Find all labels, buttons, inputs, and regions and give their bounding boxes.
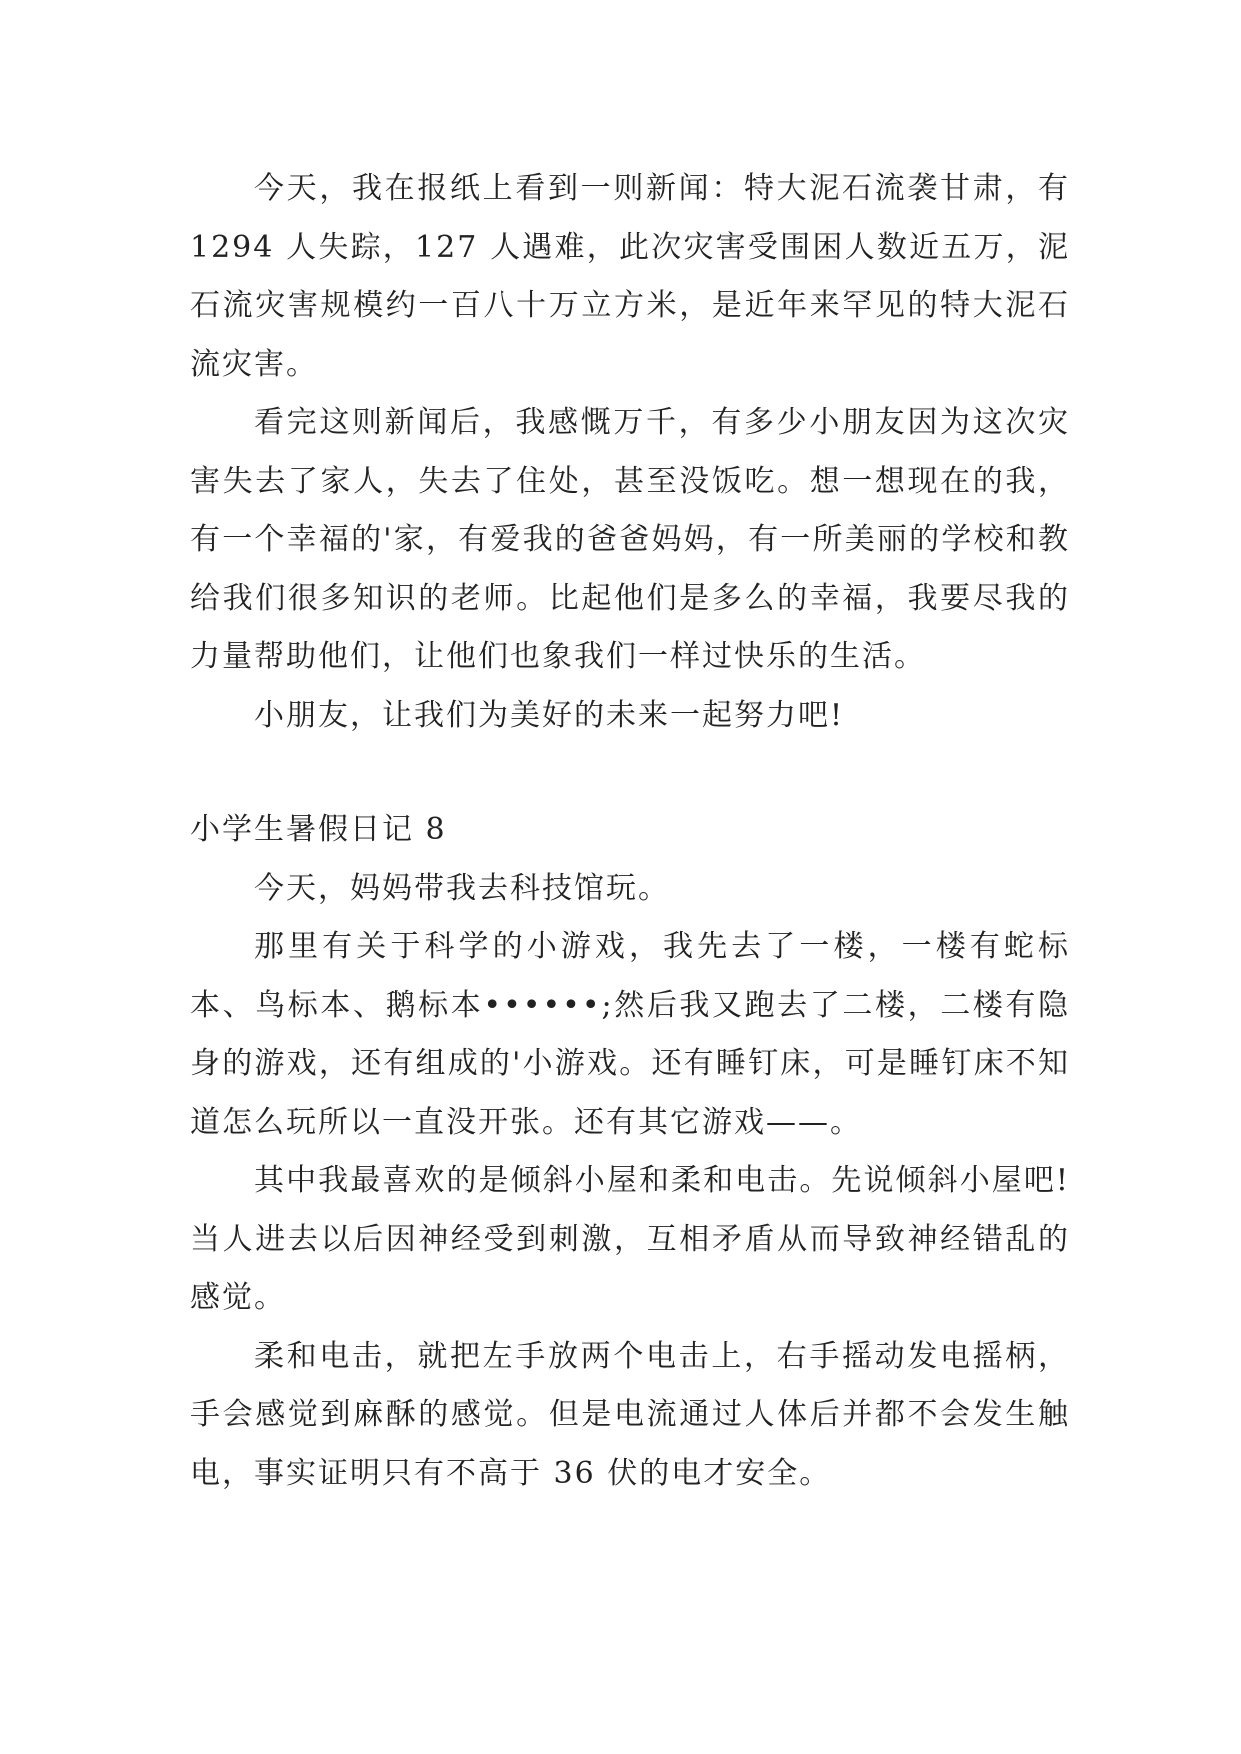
paragraph: 柔和电击，就把左手放两个电击上，右手摇动发电摇柄，手会感觉到麻酥的感觉。但是电流通过人体后并都不会发生触电，事实证明只有不高于 36 伏的电才安全。 <box>190 1338 1070 1491</box>
paragraph: 今天，我在报纸上看到一则新闻：特大泥石流袭甘肃，有 1294 人失踪，127 人遇难，此次灾害受围困人数近五万，泥石流灾害规模约一百八十万立方米，是近年来罕见的特大泥石流灾害。 <box>190 171 1070 382</box>
paragraph: 看完这则新闻后，我感慨万千，有多少小朋友因为这次灾害失去了家人，失去了住处，甚至没饭吃。想一想现在的我，有一个幸福的'家，有爱我的爸爸妈妈，有一所美丽的学校和教给我们很多知识的老师。比起他们是多么的幸福，我要尽我的力量帮助他们，让他们也象我们一样过快乐的生活。 <box>190 405 1070 674</box>
paragraph: 小朋友，让我们为美好的未来一起努力吧! <box>254 697 845 733</box>
paragraph: 今天，妈妈带我去科技馆玩。 <box>254 870 670 906</box>
paragraph: 那里有关于科学的小游戏，我先去了一楼，一楼有蛇标本、鸟标本、鹅标本••••••;然后我又跑去了二楼，二楼有隐身的游戏，还有组成的'小游戏。还有睡钉床，可是睡钉床不知道怎么玩所以一直没开张。还有其它游戏——。 <box>190 929 1070 1140</box>
paragraph: 其中我最喜欢的是倾斜小屋和柔和电击。先说倾斜小屋吧!当人进去以后因神经受到刺激，互相矛盾从而导致神经错乱的感觉。 <box>190 1163 1070 1315</box>
section-spacer <box>190 745 1070 801</box>
diary-title: 小学生暑假日记 8 <box>190 812 447 847</box>
document-body <box>190 160 1070 1503</box>
